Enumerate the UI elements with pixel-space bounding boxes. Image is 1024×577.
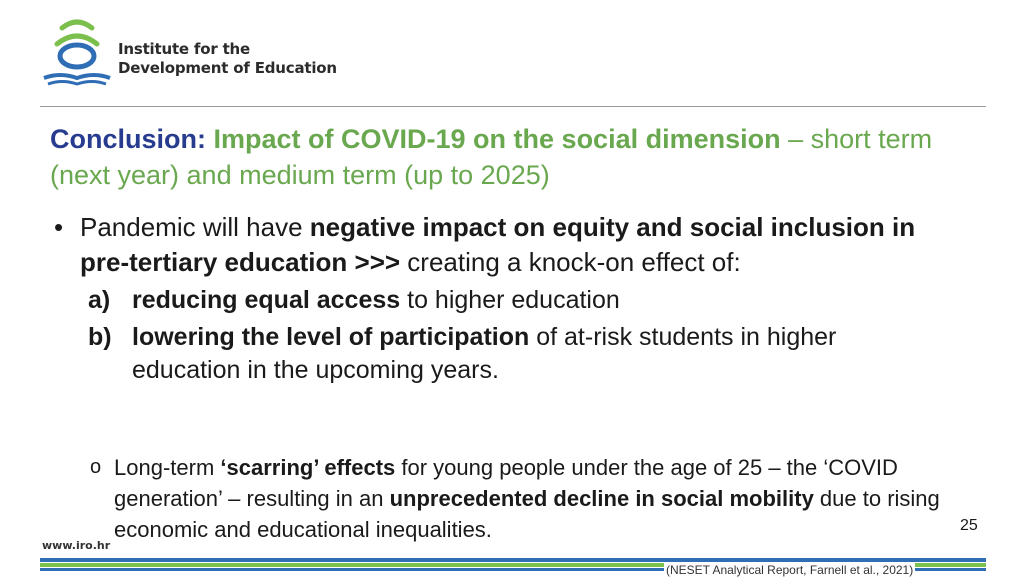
main-bullet (52, 210, 932, 280)
title-main: Impact of COVID-19 on the social dimension (213, 124, 781, 154)
circle-bold-1: ‘scarring’ effects (220, 455, 396, 480)
institute-logo-icon (40, 14, 114, 90)
circle-text-3: due to rising economic and educational inequalities. (114, 486, 940, 542)
bullet-pre: Pandemic will have (80, 212, 310, 242)
bullet-arrows: >>> (347, 247, 401, 277)
bullet-bold: negative impact on equity and social inclusion in pre-tertiary education (80, 212, 916, 277)
slide-title (50, 121, 980, 193)
circle-text-1: Long-term (114, 455, 221, 480)
org-name (118, 40, 337, 78)
org-name-line2: Development of Education (118, 59, 337, 77)
header-divider (40, 106, 986, 107)
sub-item-text: to higher education (400, 286, 620, 314)
footer-stripe-blue (40, 558, 986, 562)
title-rest: – short term (next year) and medium term (up to 2025) (50, 124, 933, 190)
slide-content (52, 210, 932, 391)
sub-item-bold: reducing equal access (132, 286, 401, 314)
sub-item-b (52, 321, 932, 387)
sub-item-marker: b) (88, 323, 112, 351)
website-link[interactable]: www.iro.hr (42, 539, 111, 552)
title-label: Conclusion: (50, 124, 206, 154)
circle-bullet-icon: o (90, 456, 102, 478)
sub-item-text: of at-risk students in higher education in the upcoming years. (132, 323, 837, 384)
sub-list (52, 284, 932, 387)
source-citation: (NESET Analytical Report, Farnell et al., 2021) (666, 563, 914, 577)
sub-item-marker: a) (88, 286, 111, 314)
circle-text-2: for young people under the age of 25 – the ‘COVID generation’ – resulting in an (114, 455, 898, 511)
circle-bullet-item (90, 452, 964, 545)
org-name-line1: Institute for the (118, 40, 250, 58)
circle-bold-2: unprecedented decline in social mobility (389, 486, 814, 511)
bullet-dot-icon: • (54, 212, 64, 242)
sub-item-bold: lowering the level of participation (132, 323, 530, 351)
bullet-post: creating a knock-on effect of: (400, 247, 741, 277)
sub-item-a (52, 284, 932, 317)
page-number: 25 (960, 517, 978, 534)
